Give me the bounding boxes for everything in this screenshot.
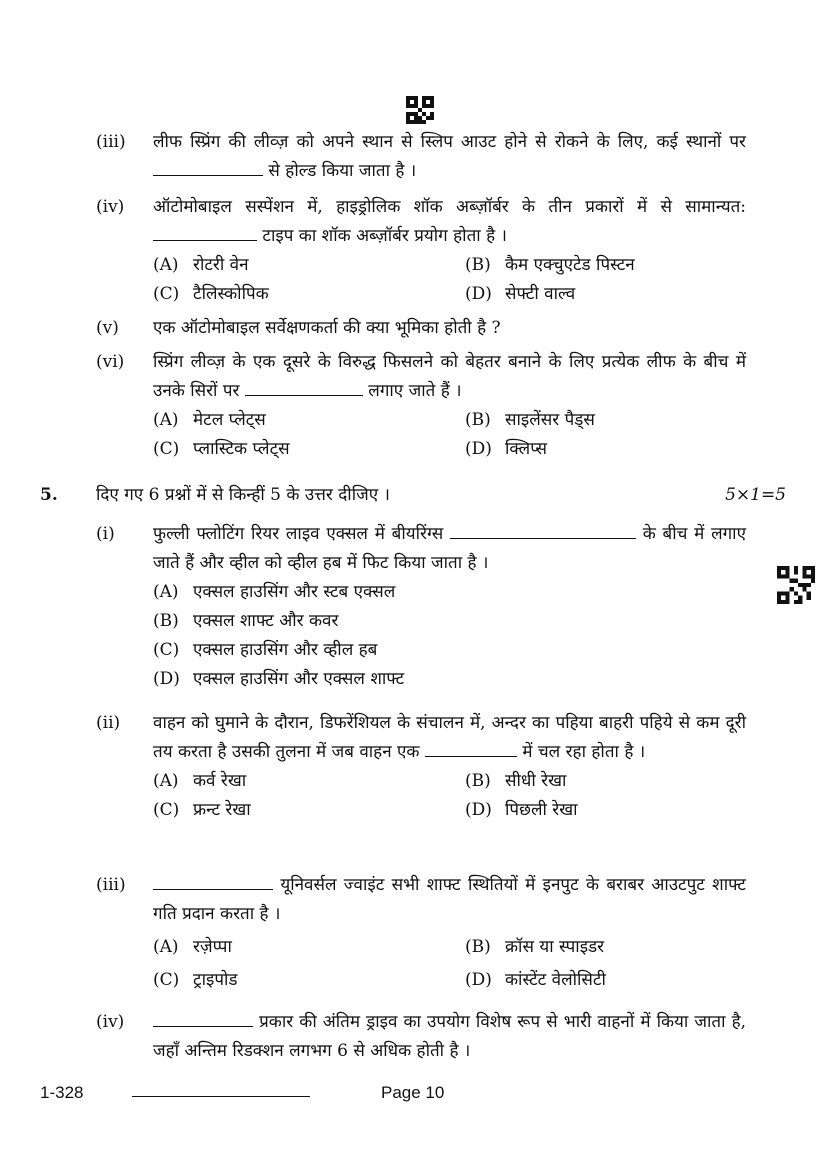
option-d: (D) एक्सल हाउसिंग और एक्सल शाफ्ट [153,669,405,689]
question-4-vi [96,348,746,464]
option-d: (D) कांस्टेंट वेलोसिटी [465,970,606,990]
question-text: लीफ स्प्रिंग की लीव्ज़ को अपने स्थान से स्लिप आउट होने से रोकने के लिए, कई स्थानों पर से होल्ड किया जाता है । [153,132,746,181]
question-5-iv [96,1008,746,1066]
question-text: प्रकार की अंतिम ड्राइव का उपयोग विशेष रूप से भारी वाहनों में किया जाता है, जहाँ अन्तिम रिडक्शन लगभग 6 से अधिक होती है । [153,1008,746,1066]
question-number: (i) [96,524,115,544]
question-4-iii [96,128,746,186]
answer-blank [450,520,636,539]
question-text: वाहन को घुमाने के दौरान, डिफरेंशियल के संचालन में, अन्दर का पहिया बाहरी पहिये से कम दूरी तय करता है उसकी तुलना में जब वाहन एक में चल रहा होता है । [153,713,746,762]
options [153,933,746,995]
question-text: फुल्ली फ्लोटिंग रियर लाइव एक्सल में बीयरिंग्स के बीच में लगाए जाते हैं और व्हील को व्हील हब में फिट किया जाता है । [153,520,746,578]
option-a: (A) रोटरी वेन [153,255,249,275]
qr-code-top [405,96,435,124]
section-marks: 5×1=5 [725,485,786,505]
question-text: स्प्रिंग लीव्ज़ के एक दूसरे के विरुद्ध फिसलने को बेहतर बनाने के लिए प्रत्येक लीफ के बीच में उनके सिरों पर लगाए जाते हैं । [153,352,746,401]
question-5-i [96,520,746,694]
option-a: (A) मेटल प्लेट्स [153,410,266,430]
option-c: (C) ट्राइपोड [153,970,238,990]
options [153,578,746,694]
question-number: (iv) [96,197,125,217]
qr-code-side [776,566,816,604]
options [153,767,746,825]
options [153,406,746,464]
question-number: (ii) [96,713,121,733]
answer-blank [153,222,257,241]
option-b: (B) साइलेंसर पैड्स [465,410,595,430]
paper-code: 1-328 [40,1083,84,1102]
answer-blank [153,1008,253,1027]
option-b: (B) क्रॉस या स्पाइडर [465,937,605,957]
option-b: (B) सीधी रेखा [465,771,567,791]
section-instruction: दिए गए 6 प्रश्नों में से किन्हीं 5 के उत्तर दीजिए । [96,485,390,505]
question-text: एक ऑटोमोबाइल सर्वेक्षणकर्ता की क्या भूमिका होती है ? [153,318,501,338]
question-number: (v) [96,318,119,338]
question-number: (vi) [96,352,125,372]
option-b: (B) कैम एक्चुएटेड पिस्टन [465,255,635,275]
option-c: (C) प्लास्टिक प्लेट्स [153,439,290,459]
option-a: (A) कर्व रेखा [153,771,247,791]
question-number: (iii) [96,875,126,895]
question-text: यूनिवर्सल ज्वाइंट सभी शाफ्ट स्थितियों में इनपुट के बराबर आउटपुट शाफ्ट गति प्रदान करता है । [153,871,746,929]
answer-blank [425,738,517,757]
option-a: (A) एक्सल हाउसिंग और स्टब एक्सल [153,582,396,602]
option-c: (C) फ्रन्ट रेखा [153,800,251,820]
question-number: (iv) [96,1012,125,1032]
question-text: ऑटोमोबाइल सस्पेंशन में, हाइड्रोलिक शॉक अब्ज़ॉर्बर के तीन प्रकारों में से सामान्यत: टाइप का शॉक अब्ज़ॉर्बर प्रयोग होता है । [153,197,746,246]
footer-rule [132,1096,310,1097]
question-5-iii [96,871,746,995]
question-number: (iii) [96,132,126,152]
question-5-ii [96,709,746,825]
question-4-iv [96,193,746,309]
option-c: (C) एक्सल हाउसिंग और व्हील हब [153,640,378,660]
option-c: (C) टैलिस्कोपिक [153,284,269,304]
page-number: Page 10 [381,1083,445,1102]
answer-blank [153,157,263,176]
option-d: (D) पिछली रेखा [465,800,578,820]
option-a: (A) रज़ेप्पा [153,937,232,957]
answer-blank [153,871,273,890]
option-b: (B) एक्सल शाफ्ट और कवर [153,611,339,631]
option-d: (D) सेफ्टी वाल्व [465,284,576,304]
question-4-v [96,314,746,343]
section-number: 5. [40,485,58,505]
options [153,251,746,309]
answer-blank [245,377,363,396]
option-d: (D) क्लिप्स [465,439,548,459]
